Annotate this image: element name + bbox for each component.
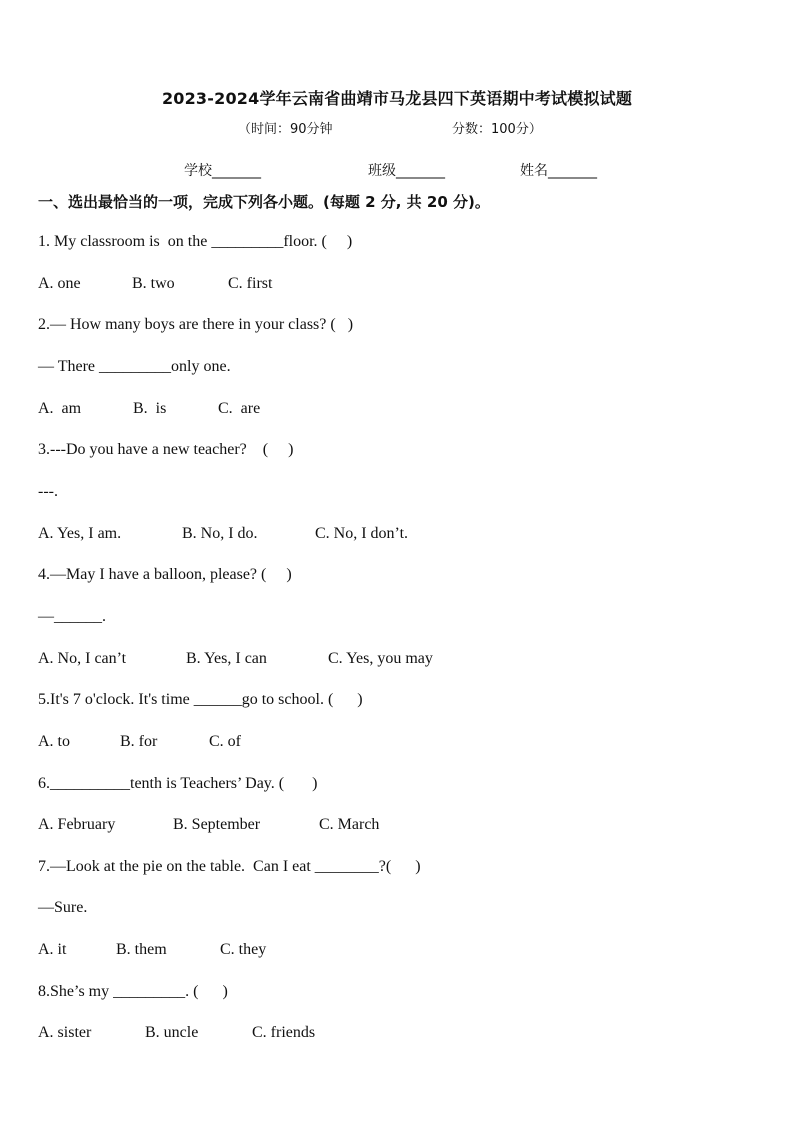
question-stem: 2.— How many boys are there in your class? ( ) (38, 316, 354, 333)
option-a: A. February (38, 816, 116, 833)
option-b: B. Yes, I can (186, 650, 267, 667)
question-stem: 4.—May I have a balloon, please? ( ) (38, 566, 292, 583)
option-b: B. No, I do. (182, 525, 258, 542)
option-b: B. for (120, 733, 158, 750)
name-field: 姓名_______ (520, 163, 597, 179)
option-c: C. friends (252, 1024, 316, 1041)
option-a: A. No, I can’t (38, 650, 127, 667)
question-stem: —______. (38, 608, 106, 625)
option-c: C. No, I don’t. (315, 525, 409, 542)
question-stem: — There _________only one. (38, 358, 231, 375)
option-c: C. are (218, 400, 261, 417)
option-c: C. they (220, 941, 267, 958)
exam-time: （时间：90分钟 (238, 122, 333, 137)
exam-score: 分数：100分） (452, 122, 542, 137)
question-stem: —Sure. (38, 899, 88, 916)
option-c: C. first (228, 275, 273, 292)
option-b: B. is (133, 400, 167, 417)
option-a: A. Yes, I am. (38, 525, 122, 542)
option-a: A. sister (38, 1024, 92, 1041)
question-stem: 5.It's 7 o'clock. It's time ______go to school. ( ) (38, 691, 363, 708)
exam-title: 2023-2024学年云南省曲靖市马龙县四下英语期中考试模拟试题 (161, 89, 633, 108)
option-a: A. to (38, 733, 70, 750)
question-stem: 6.__________tenth is Teachers’ Day. ( ) (38, 775, 318, 792)
class-field: 班级_______ (368, 163, 445, 179)
section-heading: 一、选出最恰当的一项，完成下列各小题。(每题 2 分, 共 20 分)。 (38, 193, 490, 211)
option-b: B. September (173, 816, 261, 833)
option-b: B. two (132, 275, 175, 292)
question-stem: 8.She’s my _________. ( ) (38, 983, 228, 1000)
option-c: C. of (209, 733, 241, 750)
option-c: C. March (319, 816, 380, 833)
option-c: C. Yes, you may (328, 650, 433, 667)
question-stem: 7.—Look at the pie on the table. Can I eat ________?( ) (38, 858, 421, 875)
option-b: B. them (116, 941, 167, 958)
question-stem: 3.---Do you have a new teacher? ( ) (38, 441, 294, 458)
option-a: A. am (38, 400, 82, 417)
question-stem: ---. (38, 483, 58, 500)
school-field: 学校_______ (184, 163, 261, 179)
question-stem: 1. My classroom is on the _________floor. ( ) (38, 233, 353, 250)
option-b: B. uncle (145, 1024, 199, 1041)
option-a: A. one (38, 275, 81, 292)
option-a: A. it (38, 941, 67, 958)
